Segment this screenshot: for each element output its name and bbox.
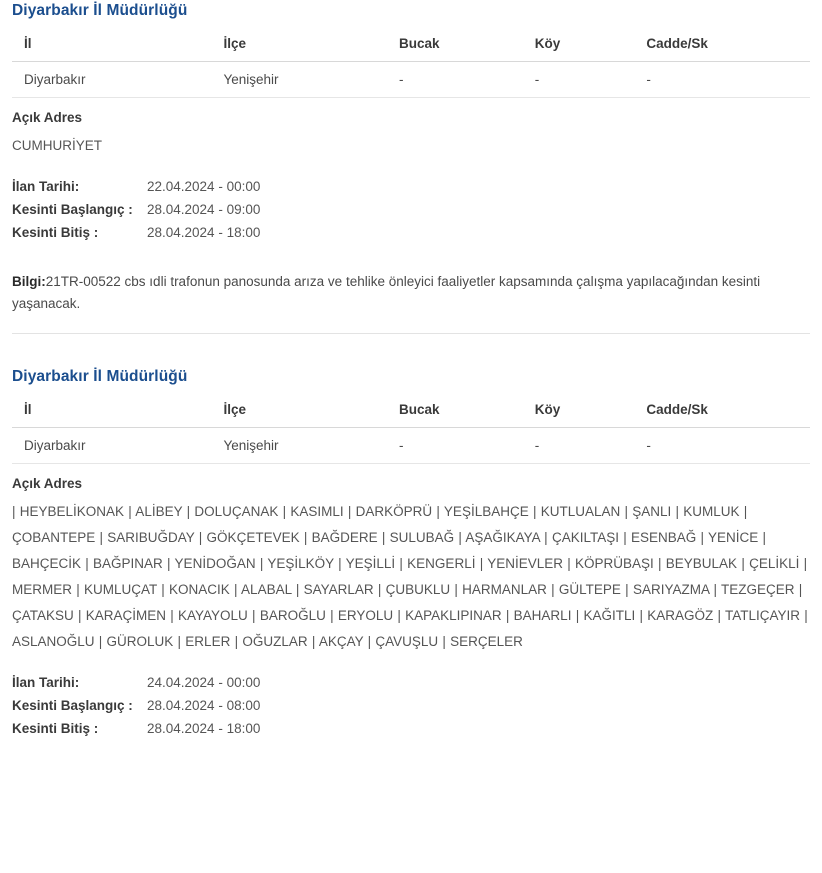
cell-ilce: Yenişehir: [212, 62, 388, 98]
outage-start-row: [12, 198, 810, 221]
column-header-bucak: Bucak: [387, 396, 523, 428]
cell-cadde: -: [634, 428, 810, 464]
outage-start-value: 28.04.2024 - 09:00: [147, 202, 261, 218]
cell-bucak: -: [387, 62, 523, 98]
location-table: [12, 396, 810, 464]
date-list: [12, 671, 810, 741]
outage-start-value: 28.04.2024 - 08:00: [147, 697, 261, 713]
announce-date-label: İlan Tarihi:: [12, 178, 80, 194]
table-header-row: [12, 30, 810, 62]
outage-block: [12, 0, 810, 340]
announce-date-label: İlan Tarihi:: [12, 674, 80, 690]
info-body: 21TR-00522 cbs ıdli trafonun panosunda arıza ve tehlike önleyici faaliyetler kapsamında çalışma yapılacağından kesinti yaşanacak.: [12, 273, 761, 311]
column-header-bucak: Bucak: [387, 30, 523, 62]
cell-il: Diyarbakır: [12, 428, 212, 464]
outage-end-value: 28.04.2024 - 18:00: [147, 225, 261, 241]
announce-date-row: [12, 671, 810, 694]
outage-end-row: [12, 717, 810, 740]
cell-cadde: -: [634, 62, 810, 98]
date-list: [12, 175, 810, 245]
info-label: Bilgi:: [12, 273, 46, 289]
announce-date-value: 24.04.2024 - 00:00: [147, 674, 261, 690]
cell-il: Diyarbakır: [12, 62, 212, 98]
outage-end-row: [12, 221, 810, 244]
table-head: [12, 30, 810, 62]
outage-end-value: 28.04.2024 - 18:00: [147, 720, 261, 736]
announce-date-row: [12, 175, 810, 198]
outage-block: [12, 366, 810, 750]
outage-start-label: Kesinti Başlangıç :: [12, 697, 133, 713]
address-text: | HEYBELİKONAK | ALİBEY | DOLUÇANAK | KASIMLI | DARKÖPRÜ | YEŞİLBAHÇE | KUTLUALAN | ŞANLI | KUMLUK | ÇOBANTEPE | SARIBUĞDAY | GÖKÇETEVEK | BAĞDERE | SULUBAĞ | AŞAĞIKAYA | ÇAKILTAŞI | ESENBAĞ | YENİCE | BAHÇECİK | BAĞPINAR | YENİDOĞAN | YEŞİLKÖY | YEŞİLLİ | KENGERLİ | YENİEVLER | KÖPRÜBAŞI | BEYBULAK | ÇELİKLİ | MERMER | KUMLUÇAT | KONACIK | ALABAL | SAYARLAR | ÇUBUKLU | HARMANLAR | GÜLTEPE | SARIYAZMA | TEZGEÇER | ÇATAKSU | KARAÇİMEN | KAYAYOLU | BAROĞLU | ERYOLU | KAPAKLIPINAR | BAHARLI | KAĞITLI | KARAGÖZ | TATLIÇAYIR | ASLANOĞLU | GÜROLUK | ERLER | OĞUZLAR | AKÇAY | ÇAVUŞLU | SERÇELER: [12, 504, 808, 649]
cell-bucak: -: [387, 428, 523, 464]
column-header-koy: Köy: [523, 396, 635, 428]
cell-koy: -: [523, 62, 635, 98]
address-label: Açık Adres: [12, 110, 83, 125]
column-header-cadde: Cadde/Sk: [634, 396, 810, 428]
block-title: Diyarbakır İl Müdürlüğü: [12, 2, 188, 19]
location-table: [12, 30, 810, 98]
table-row: [12, 428, 810, 464]
info-text: [12, 271, 810, 316]
table-head: [12, 396, 810, 428]
outage-start-row: [12, 694, 810, 717]
block-spacer: [12, 340, 810, 366]
block-divider: [12, 333, 810, 334]
outage-end-label: Kesinti Bitiş :: [12, 225, 99, 241]
column-header-il: İl: [12, 30, 212, 62]
column-header-cadde: Cadde/Sk: [634, 30, 810, 62]
table-row: [12, 62, 810, 98]
column-header-ilce: İlçe: [212, 396, 388, 428]
column-header-il: İl: [12, 396, 212, 428]
outage-start-label: Kesinti Başlangıç :: [12, 202, 133, 218]
table-body: [12, 428, 810, 464]
table-header-row: [12, 396, 810, 428]
table-body: [12, 62, 810, 98]
address-text: CUMHURİYET: [12, 138, 102, 153]
block-title: Diyarbakır İl Müdürlüğü: [12, 368, 188, 386]
outage-end-label: Kesinti Bitiş :: [12, 720, 99, 736]
address-label: Açık Adres: [12, 476, 83, 492]
cell-ilce: Yenişehir: [212, 428, 388, 464]
column-header-ilce: İlçe: [212, 30, 388, 62]
cell-koy: -: [523, 428, 635, 464]
announce-date-value: 22.04.2024 - 00:00: [147, 178, 261, 194]
column-header-koy: Köy: [523, 30, 635, 62]
